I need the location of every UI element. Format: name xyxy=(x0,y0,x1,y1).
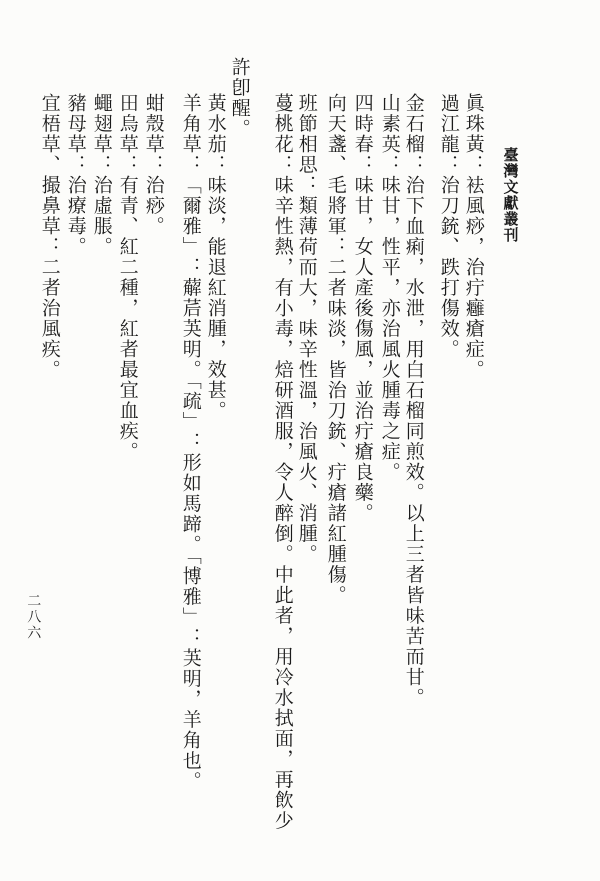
herb-entry: 田烏草：有青、紅二種，紅者最宜血疾。 xyxy=(116,93,139,462)
herb-entry: 蠅翅草：治虛脹。 xyxy=(90,93,113,257)
herb-entry: 宜梧草、撮鼻草：二者治風疾。 xyxy=(38,93,61,380)
herb-entry: 山素英：味甘，性平，亦治風火腫毒之症。 xyxy=(378,93,401,483)
herb-entry-continuation: 許卽醒。 xyxy=(228,57,251,139)
herb-entry: 眞珠黃：袪風痧，治疔癰瘡症。 xyxy=(462,93,485,380)
herb-entry: 羊角草：「爾雅」：薢茩芵明。「疏」：形如馬蹄。「博雅」：芵明，羊角也。 xyxy=(179,93,202,792)
page-number: 二八六 xyxy=(25,593,42,641)
herb-entry: 向天盞、毛將軍：二者味淡，皆治刀銃、疔瘡諸紅腫傷。 xyxy=(324,93,347,606)
herb-entry: 豬母草：治療毒。 xyxy=(64,93,87,257)
herb-entry: 班節相思：類薄荷而大，味辛性溫，治風火、消腫。 xyxy=(295,93,318,565)
herb-entry: 蚶殼草：治痧。 xyxy=(142,93,165,237)
herb-entry: 四時春：味甘，女人產後傷風，並治疔瘡良藥。 xyxy=(351,93,374,524)
herb-entry: 金石榴：治下血痢，水泄，用白石榴同煎效。以上三者皆味苦而甘。 xyxy=(402,93,425,708)
series-title: 臺灣文獻叢刊 xyxy=(501,147,520,243)
herb-entry: 過江龍：治刀銃、跌打傷效。 xyxy=(437,93,460,360)
herb-entry: 蔓桃花：味辛性熱，有小毒，焙研酒服，令人醉倒。中此者，用冷水拭面，再飲少 xyxy=(271,93,294,831)
herb-entry: 黃水茄：味淡，能退紅消腫，效甚。 xyxy=(204,93,227,421)
